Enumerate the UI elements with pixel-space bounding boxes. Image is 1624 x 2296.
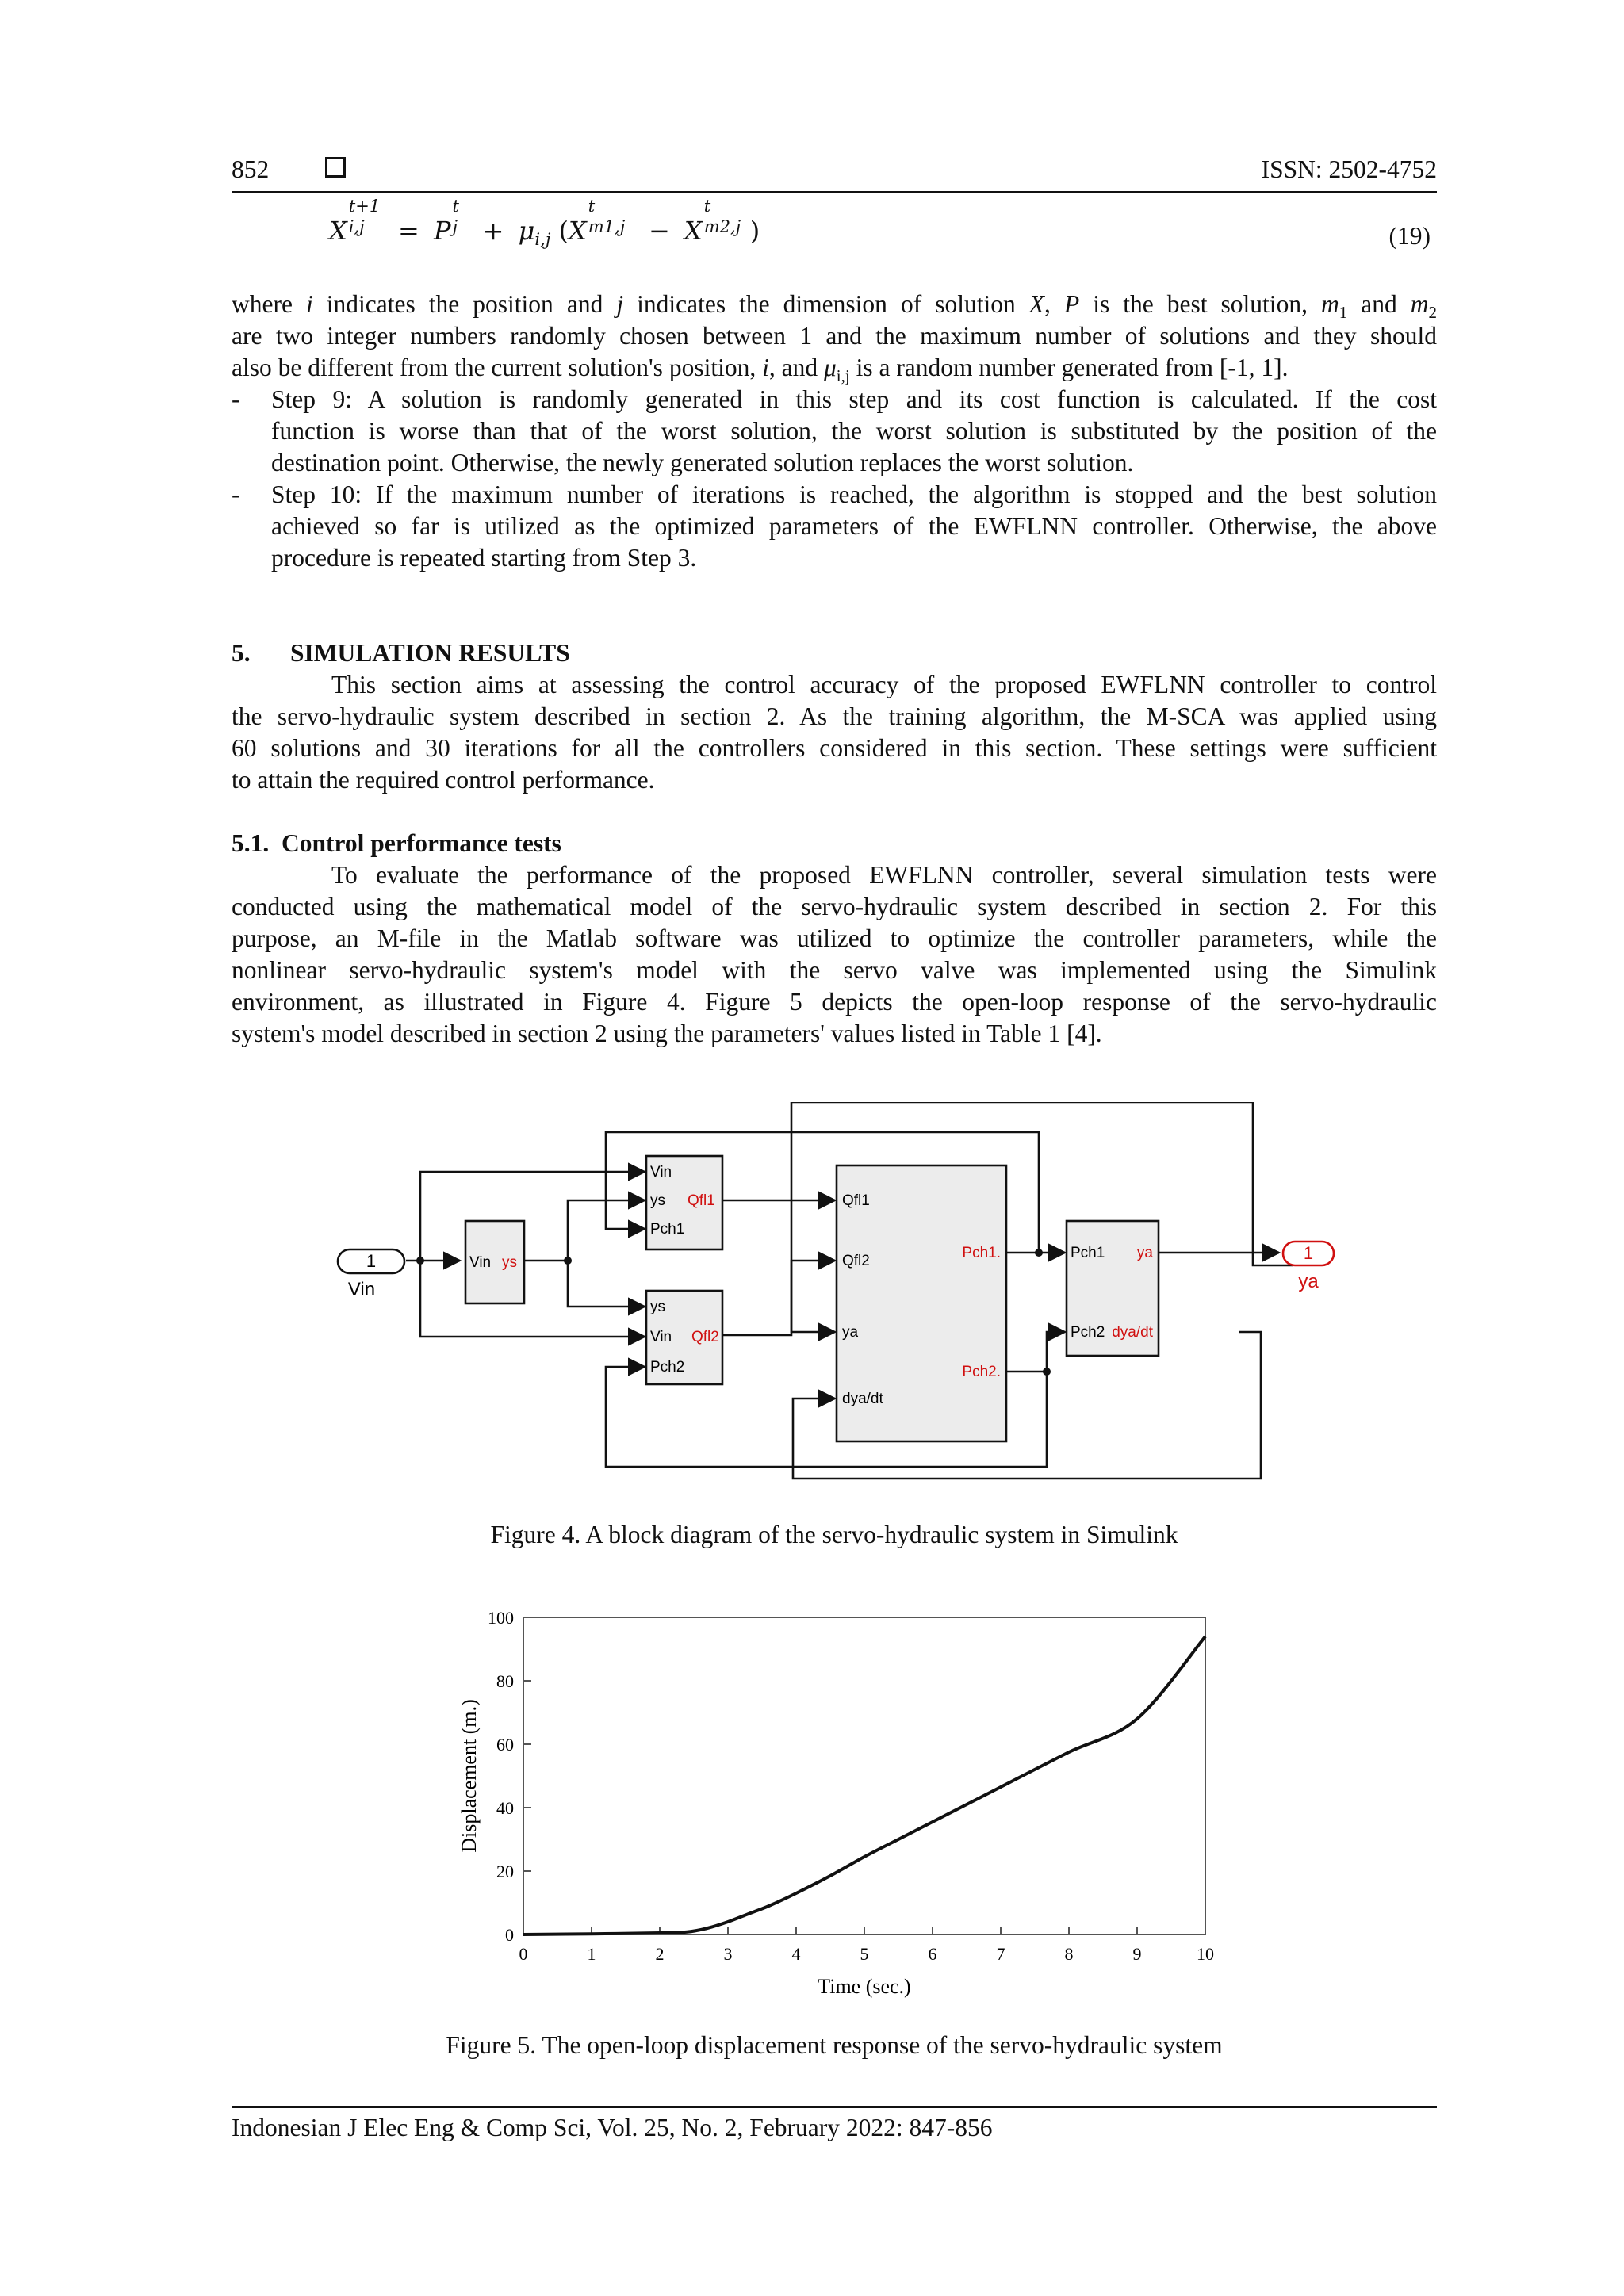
equation-19: X t+1 i,j = P t j + $\mu_{i,j}$ (X t m1,j − X t m2,j ) — [329, 197, 760, 249]
chamber-block[interactable] — [837, 1165, 1006, 1441]
flow2-block[interactable] — [646, 1291, 722, 1384]
x-tick-label: 10 — [1197, 1944, 1214, 1964]
inport-label: Vin — [347, 1279, 376, 1300]
section-5-1-line-4: nonlinear servo-hydraulic system's model with the servo valve was implemented using the Simulink — [232, 956, 1437, 984]
chamber-pch2-out: Pch2. — [962, 1364, 1001, 1380]
where-line-3: also be different from the current solution's position, i, and $\mu_{i,j}$ is a random number generated from [-1, 1]. — [232, 354, 1289, 385]
section-5-1-title: 5.1. Control performance tests — [232, 829, 561, 857]
section-5-line-4: to attain the required control performance. — [232, 766, 655, 794]
section-5-number: 5. — [232, 639, 251, 667]
actuator-pch2-port: Pch2 — [1071, 1324, 1105, 1341]
where-line-1: where i indicates the position and j indicates the dimension of solution X, P is the best solution, $m_1$ and $m_2$ — [232, 290, 1438, 322]
step-10-line-3: procedure is repeated starting from Step 3. — [271, 544, 697, 572]
flow2-pch2-port: Pch2 — [650, 1359, 685, 1376]
y-tick-label: 40 — [496, 1798, 514, 1818]
figure-5-caption: Figure 5. The open-loop displacement response of the servo-hydraulic system — [446, 2031, 1223, 2059]
simulink-diagram — [317, 1102, 1348, 1483]
inport-number: 1 — [366, 1251, 377, 1271]
x-tick-label: 5 — [860, 1944, 869, 1964]
section-5-1-line-1: To evaluate the performance of the proposed EWFLNN controller, several simulation tests were — [331, 861, 1437, 889]
square-icon — [325, 157, 346, 178]
footer-citation: Indonesian J Elec Eng & Comp Sci, Vol. 25, No. 2, February 2022: 847-856 — [232, 2114, 993, 2141]
section-5-title: SIMULATION RESULTS — [290, 639, 570, 667]
open-loop-chart — [444, 1601, 1229, 1998]
actuator-dyadt-out: dya/dt — [1112, 1324, 1153, 1341]
x-tick-label: 6 — [928, 1944, 937, 1964]
step-9-dash: - — [232, 385, 240, 413]
section-5-line-3: 60 solutions and 30 iterations for all the controllers considered in this section. These settings were sufficient — [232, 734, 1437, 762]
actuator-pch1-port: Pch1 — [1071, 1245, 1105, 1261]
header-rule — [232, 191, 1437, 193]
section-5-1-line-3: purpose, an M-file in the Matlab software was utilized to optimize the controller parameters, while the — [232, 924, 1437, 952]
step-9-line-3: destination point. Otherwise, the newly generated solution replaces the worst solution. — [271, 449, 1134, 476]
x-tick-label: 7 — [996, 1944, 1005, 1964]
outport-block[interactable] — [1283, 1242, 1334, 1292]
outport-number: 1 — [1303, 1243, 1314, 1263]
outport-label: ya — [1298, 1271, 1319, 1292]
chamber-qfl2-port: Qfl2 — [842, 1253, 870, 1269]
flow1-vin-port: Vin — [650, 1164, 672, 1181]
issn: ISSN: 2502-4752 — [1261, 155, 1437, 183]
x-axis-label: Time (sec.) — [818, 1975, 911, 1998]
valve-out-port: ys — [502, 1254, 517, 1271]
actuator-ya-out: ya — [1136, 1245, 1153, 1261]
chamber-ya-port: ya — [842, 1324, 859, 1341]
section-5-1-line-2: conducted using the mathematical model of the servo-hydraulic system described in section 2. For this — [232, 893, 1437, 920]
section-5-line-1: This section aims at assessing the control accuracy of the proposed EWFLNN controller to control — [331, 671, 1437, 698]
where-line-2: are two integer numbers randomly chosen between 1 and the maximum number of solutions and they should — [232, 322, 1437, 350]
step-9-line-1: Step 9: A solution is randomly generated in this step and its cost function is calculated. If the cost — [271, 385, 1437, 413]
valve-in-port: Vin — [469, 1254, 492, 1271]
x-tick-label: 8 — [1064, 1944, 1074, 1964]
section-5-line-2: the servo-hydraulic system described in section 2. As the training algorithm, the M-SCA was applied using — [232, 702, 1437, 730]
x-tick-label: 2 — [655, 1944, 665, 1964]
step-10-line-1: Step 10: If the maximum number of iterations is reached, the algorithm is stopped and the best solution — [271, 480, 1437, 508]
flow2-vin-port: Vin — [650, 1329, 672, 1345]
figure-4-caption: Figure 4. A block diagram of the servo-hydraulic system in Simulink — [490, 1521, 1178, 1548]
section-5-1-line-5: environment, as illustrated in Figure 4. Figure 5 depicts the open-loop response of the servo-hydraulic — [232, 988, 1437, 1016]
step-10-dash: - — [232, 480, 240, 508]
x-tick-label: 3 — [723, 1944, 733, 1964]
x-tick-label: 4 — [791, 1944, 801, 1964]
y-tick-label: 0 — [505, 1925, 514, 1945]
equation-number: (19) — [1388, 222, 1431, 250]
y-tick-label: 60 — [496, 1735, 514, 1755]
y-tick-label: 100 — [488, 1608, 514, 1628]
valve-block[interactable] — [465, 1221, 524, 1303]
y-tick-label: 80 — [496, 1671, 514, 1691]
flow2-out-port: Qfl2 — [691, 1329, 719, 1345]
step-9-line-2: function is worse than that of the worst solution, the worst solution is substituted by the position of the — [271, 417, 1437, 445]
flow2-ys-port: ys — [650, 1299, 665, 1315]
flow1-block[interactable] — [646, 1156, 722, 1249]
x-tick-label: 9 — [1132, 1944, 1142, 1964]
flow1-ys-port: ys — [650, 1192, 665, 1209]
step-10-line-2: achieved so far is utilized as the optimized parameters of the EWFLNN controller. Otherwise, the above — [271, 512, 1437, 540]
actuator-block[interactable] — [1067, 1221, 1159, 1356]
chamber-qfl1-port: Qfl1 — [842, 1192, 870, 1209]
section-5-1-line-6: system's model described in section 2 using the parameters' values listed in Table 1 [4]. — [232, 1020, 1102, 1047]
flow1-pch1-port: Pch1 — [650, 1221, 685, 1238]
chamber-dyadt-port: dya/dt — [842, 1391, 883, 1407]
flow1-out-port: Qfl1 — [688, 1192, 715, 1209]
x-tick-label: 1 — [587, 1944, 596, 1964]
inport-block[interactable] — [338, 1249, 404, 1300]
y-axis-label: Displacement (m.) — [458, 1699, 481, 1853]
page-number: 852 — [232, 155, 270, 183]
x-tick-label: 0 — [519, 1944, 528, 1964]
chamber-pch1-out: Pch1. — [962, 1245, 1001, 1261]
plot-frame — [523, 1617, 1205, 1934]
footer-rule — [232, 2106, 1437, 2108]
y-tick-label: 20 — [496, 1862, 514, 1881]
